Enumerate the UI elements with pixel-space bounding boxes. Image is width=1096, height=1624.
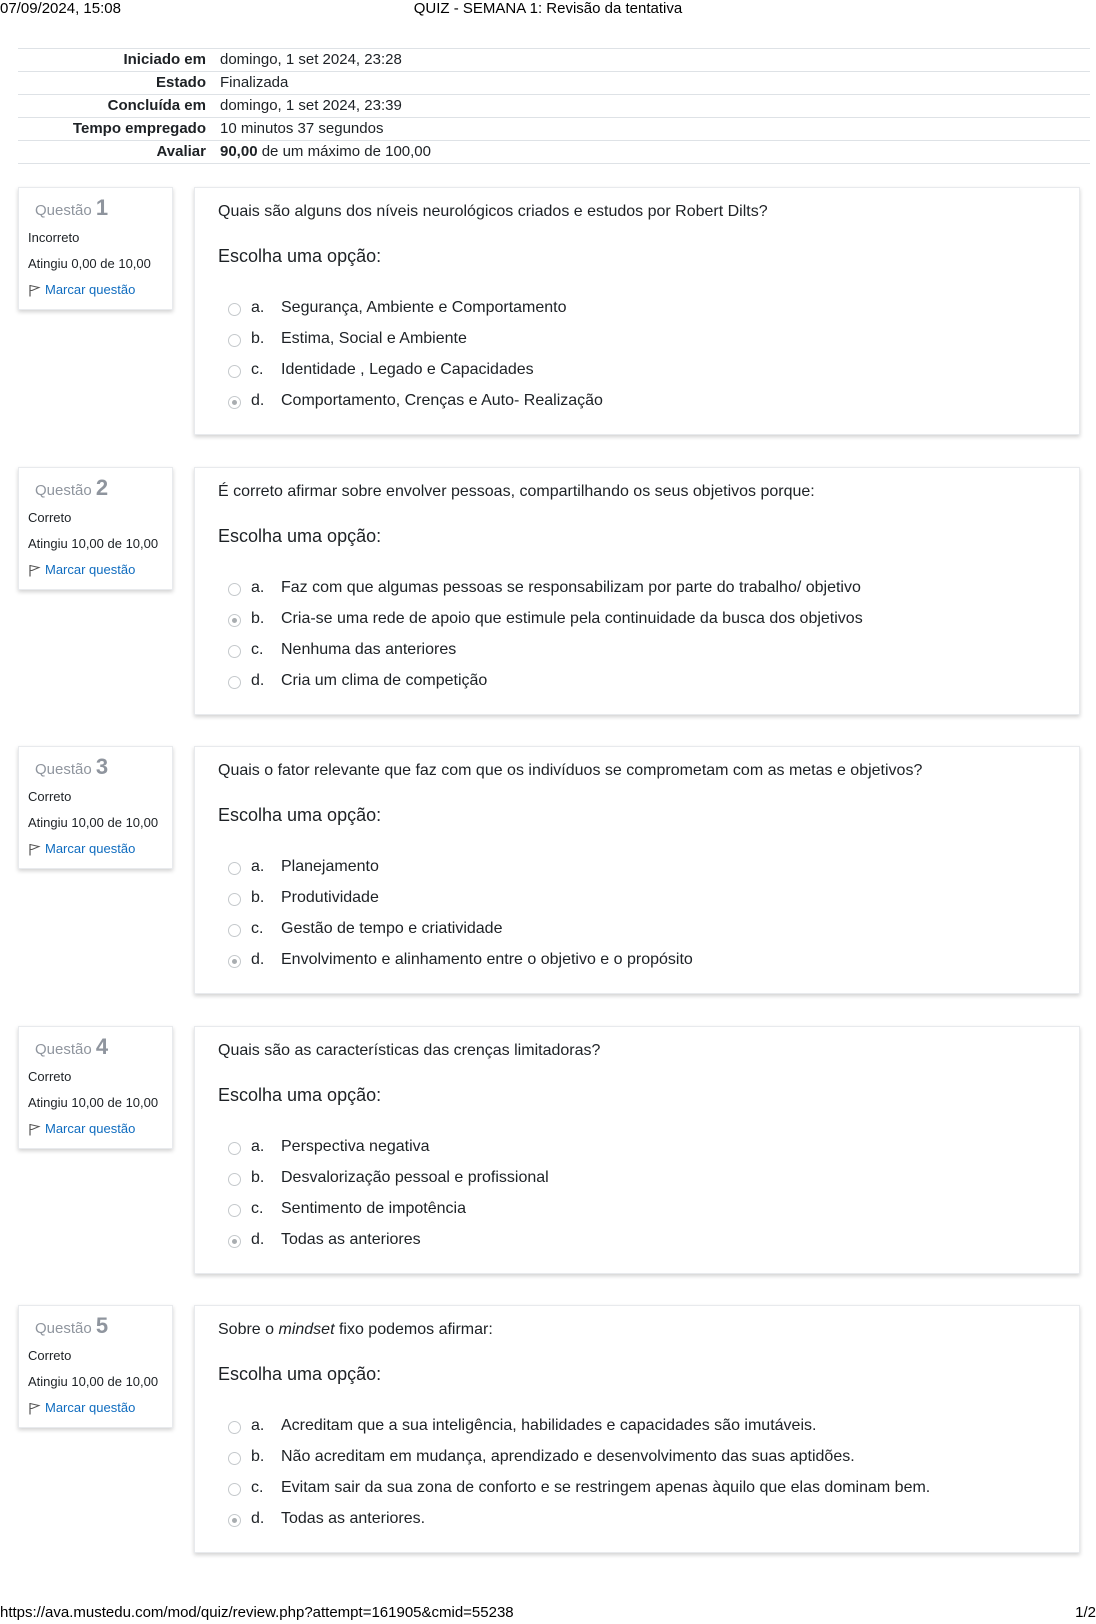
radio-unchecked-icon[interactable] — [228, 1173, 241, 1186]
summary-row — [18, 141, 1090, 164]
question-grade: Atingiu 10,00 de 10,00 — [28, 815, 159, 830]
radio-unchecked-icon[interactable] — [228, 924, 241, 937]
summary-value: Finalizada — [220, 72, 1090, 95]
print-title: QUIZ - SEMANA 1: Revisão da tentativa — [413, 0, 683, 17]
choose-prompt: Escolha uma opção: — [218, 246, 382, 266]
radio-unchecked-icon[interactable] — [228, 1452, 241, 1465]
question-info-panel — [18, 746, 173, 869]
answer-letter: d. — [251, 1230, 265, 1248]
radio-unchecked-icon[interactable] — [228, 1421, 241, 1434]
answer-list — [218, 851, 1056, 975]
radio-unchecked-icon[interactable] — [228, 676, 241, 689]
answer-option-a[interactable] — [218, 1410, 1056, 1441]
question-label: Questão — [35, 1041, 92, 1058]
question-info-panel — [18, 467, 173, 590]
flag-question-label[interactable]: Marcar questão — [45, 282, 136, 297]
question-number — [35, 1312, 163, 1343]
summary-label: Estado — [18, 72, 220, 95]
question-state: Correto — [28, 510, 72, 525]
question-content — [194, 1305, 1080, 1553]
choose-prompt: Escolha uma opção: — [218, 1085, 382, 1105]
answer-letter: d. — [251, 671, 265, 689]
radio-unchecked-icon[interactable] — [228, 334, 241, 347]
answer-letter: b. — [251, 329, 265, 347]
answer-text: Segurança, Ambiente e Comportamento — [281, 298, 567, 316]
question-text — [218, 1320, 1056, 1340]
answer-text: Evitam sair da sua zona de conforto e se restringem apenas àquilo que elas dominam bem. — [281, 1478, 931, 1496]
radio-unchecked-icon[interactable] — [228, 645, 241, 658]
answer-letter: b. — [251, 888, 265, 906]
answer-text: Todas as anteriores — [281, 1230, 421, 1248]
answer-text: Perspectiva negativa — [281, 1137, 430, 1155]
question-label: Questão — [35, 202, 92, 219]
answer-option-d[interactable] — [218, 385, 1056, 416]
radio-unchecked-icon[interactable] — [228, 1483, 241, 1496]
question-info-panel — [18, 1305, 173, 1428]
summary-value — [220, 141, 1090, 164]
flag-icon — [28, 1402, 41, 1415]
radio-unchecked-icon[interactable] — [228, 1142, 241, 1155]
answer-letter: a. — [251, 1137, 265, 1155]
flag-icon — [28, 1123, 41, 1136]
answer-letter: a. — [251, 1416, 265, 1434]
answer-list — [218, 292, 1056, 416]
choose-prompt: Escolha uma opção: — [218, 805, 382, 825]
summary-label: Avaliar — [18, 141, 220, 164]
question-state: Incorreto — [28, 230, 80, 245]
answer-option-c[interactable] — [218, 913, 1056, 944]
answer-text: Planejamento — [281, 857, 379, 875]
question-state: Correto — [28, 1069, 72, 1084]
flag-question-label[interactable]: Marcar questão — [45, 1400, 136, 1415]
question-info-panel — [18, 187, 173, 310]
answer-text: Faz com que algumas pessoas se responsabilizam por parte do trabalho/ objetivo — [281, 578, 861, 596]
answer-list — [218, 1410, 1056, 1534]
answer-option-b[interactable] — [218, 882, 1056, 913]
answer-text: Envolvimento e alinhamento entre o objetivo e o propósito — [281, 950, 693, 968]
question-content — [194, 1026, 1080, 1274]
answer-option-d[interactable] — [218, 665, 1056, 696]
question-grade: Atingiu 0,00 de 10,00 — [28, 256, 151, 271]
question-number-value: 5 — [95, 1313, 109, 1338]
answer-text: Nenhuma das anteriores — [281, 640, 457, 658]
answer-option-a[interactable] — [218, 292, 1056, 323]
summary-row — [18, 95, 1090, 118]
radio-unchecked-icon[interactable] — [228, 1204, 241, 1217]
summary-value: domingo, 1 set 2024, 23:39 — [220, 95, 1090, 118]
question-number-value: 3 — [95, 754, 109, 779]
answer-text: Identidade , Legado e Capacidades — [281, 360, 534, 378]
flag-question-link[interactable] — [28, 561, 163, 579]
summary-label: Tempo empregado — [18, 118, 220, 141]
answer-text: Estima, Social e Ambiente — [281, 329, 467, 347]
summary-value: domingo, 1 set 2024, 23:28 — [220, 49, 1090, 72]
flag-question-link[interactable] — [28, 840, 163, 858]
question-grade: Atingiu 10,00 de 10,00 — [28, 1374, 159, 1389]
answer-letter: c. — [251, 360, 264, 378]
question-grade: Atingiu 10,00 de 10,00 — [28, 536, 159, 551]
radio-checked-icon[interactable] — [228, 955, 241, 968]
radio-unchecked-icon[interactable] — [228, 303, 241, 316]
flag-question-link[interactable] — [28, 281, 163, 299]
radio-checked-icon[interactable] — [228, 396, 241, 409]
summary-label: Iniciado em — [18, 49, 220, 72]
question-number-value: 1 — [95, 195, 109, 220]
answer-option-c[interactable] — [218, 354, 1056, 385]
answer-option-d[interactable] — [218, 1503, 1056, 1534]
answer-letter: d. — [251, 391, 265, 409]
answer-letter: c. — [251, 919, 264, 937]
question-number — [35, 194, 163, 225]
summary-label: Concluída em — [18, 95, 220, 118]
summary-row — [18, 49, 1090, 72]
question-content — [194, 187, 1080, 435]
flag-question-label[interactable]: Marcar questão — [45, 562, 136, 577]
choose-prompt: Escolha uma opção: — [218, 526, 382, 546]
question-number-value: 4 — [95, 1034, 109, 1059]
question-info-panel — [18, 1026, 173, 1149]
answer-text: Cria um clima de competição — [281, 671, 488, 689]
flag-question-label[interactable]: Marcar questão — [45, 1121, 136, 1136]
question-state: Correto — [28, 789, 72, 804]
answer-text: Comportamento, Crenças e Auto- Realização — [281, 391, 603, 409]
answer-letter: c. — [251, 640, 264, 658]
answer-option-c[interactable] — [218, 1193, 1056, 1224]
answer-text: Não acreditam em mudança, aprendizado e desenvolvimento das suas aptidões. — [281, 1447, 855, 1465]
answer-letter: c. — [251, 1199, 264, 1217]
answer-letter: d. — [251, 950, 265, 968]
print-header — [0, 0, 1096, 22]
question-number — [35, 1033, 163, 1064]
print-footer — [0, 1604, 1096, 1624]
answer-option-c[interactable] — [218, 1472, 1056, 1503]
flag-icon — [28, 564, 41, 577]
flag-icon — [28, 284, 41, 297]
answer-letter: b. — [251, 609, 265, 627]
grade-max: de um máximo de 100,00 — [257, 143, 431, 160]
radio-checked-icon[interactable] — [228, 1235, 241, 1248]
answer-letter: a. — [251, 298, 265, 316]
question-text-part: fixo podemos afirmar: — [334, 1321, 493, 1338]
question-state: Correto — [28, 1348, 72, 1363]
flag-question-link[interactable] — [28, 1120, 163, 1138]
question-number — [35, 753, 163, 784]
question-grade: Atingiu 10,00 de 10,00 — [28, 1095, 159, 1110]
answer-text: Sentimento de impotência — [281, 1199, 466, 1217]
answer-letter: b. — [251, 1447, 265, 1465]
answer-list — [218, 1131, 1056, 1255]
answer-option-d[interactable] — [218, 1224, 1056, 1255]
answer-option-a[interactable] — [218, 851, 1056, 882]
question-label: Questão — [35, 761, 92, 778]
answer-text: Gestão de tempo e criatividade — [281, 919, 503, 937]
answer-letter: a. — [251, 857, 265, 875]
answer-letter: d. — [251, 1509, 265, 1527]
flag-question-label[interactable]: Marcar questão — [45, 841, 136, 856]
answer-text: Desvalorização pessoal e profissional — [281, 1168, 549, 1186]
summary-row — [18, 72, 1090, 95]
print-url: https://ava.mustedu.com/mod/quiz/review.php?attempt=161905&cmid=55238 — [0, 1604, 514, 1621]
question-number-value: 2 — [95, 475, 109, 500]
print-page-number: 1/2 — [1075, 1604, 1096, 1621]
question-content — [194, 746, 1080, 994]
answer-option-b[interactable] — [218, 603, 1056, 634]
radio-checked-icon[interactable] — [228, 614, 241, 627]
answer-option-a[interactable] — [218, 572, 1056, 603]
question-label: Questão — [35, 482, 92, 499]
answer-option-b[interactable] — [218, 1441, 1056, 1472]
question-text: É correto afirmar sobre envolver pessoas, compartilhando os seus objetivos porque: — [218, 483, 815, 500]
print-date: 07/09/2024, 15:08 — [0, 0, 121, 17]
question-text: Quais são as características das crenças limitadoras? — [218, 1042, 601, 1059]
answer-option-b[interactable] — [218, 323, 1056, 354]
answer-text: Todas as anteriores. — [281, 1509, 426, 1527]
question-label: Questão — [35, 1320, 92, 1337]
answer-option-d[interactable] — [218, 944, 1056, 975]
question-text-emphasis: mindset — [278, 1321, 335, 1338]
flag-icon — [28, 843, 41, 856]
answer-text: Acreditam que a sua inteligência, habilidades e capacidades são imutáveis. — [281, 1416, 817, 1434]
radio-unchecked-icon[interactable] — [228, 862, 241, 875]
answer-list — [218, 572, 1056, 696]
radio-unchecked-icon[interactable] — [228, 893, 241, 906]
answer-text: Produtividade — [281, 888, 379, 906]
answer-option-b[interactable] — [218, 1162, 1056, 1193]
answer-option-c[interactable] — [218, 634, 1056, 665]
answer-letter: b. — [251, 1168, 265, 1186]
radio-unchecked-icon[interactable] — [228, 583, 241, 596]
grade-value: 90,00 — [220, 143, 258, 160]
question-number — [35, 474, 163, 505]
answer-text: Cria-se uma rede de apoio que estimule pela continuidade da busca dos objetivos — [281, 609, 863, 627]
question-content — [194, 467, 1080, 715]
summary-row — [18, 118, 1090, 141]
answer-letter: c. — [251, 1478, 264, 1496]
attempt-summary-table — [18, 48, 1090, 164]
question-text-part: Sobre o — [218, 1321, 279, 1338]
answer-letter: a. — [251, 578, 265, 596]
flag-question-link[interactable] — [28, 1399, 163, 1417]
radio-unchecked-icon[interactable] — [228, 365, 241, 378]
question-text: Quais o fator relevante que faz com que os indivíduos se comprometam com as metas e objetivos? — [218, 762, 923, 779]
answer-option-a[interactable] — [218, 1131, 1056, 1162]
choose-prompt: Escolha uma opção: — [218, 1364, 382, 1384]
question-text: Quais são alguns dos níveis neurológicos criados e estudos por Robert Dilts? — [218, 203, 768, 220]
summary-value: 10 minutos 37 segundos — [220, 118, 1090, 141]
radio-checked-icon[interactable] — [228, 1514, 241, 1527]
